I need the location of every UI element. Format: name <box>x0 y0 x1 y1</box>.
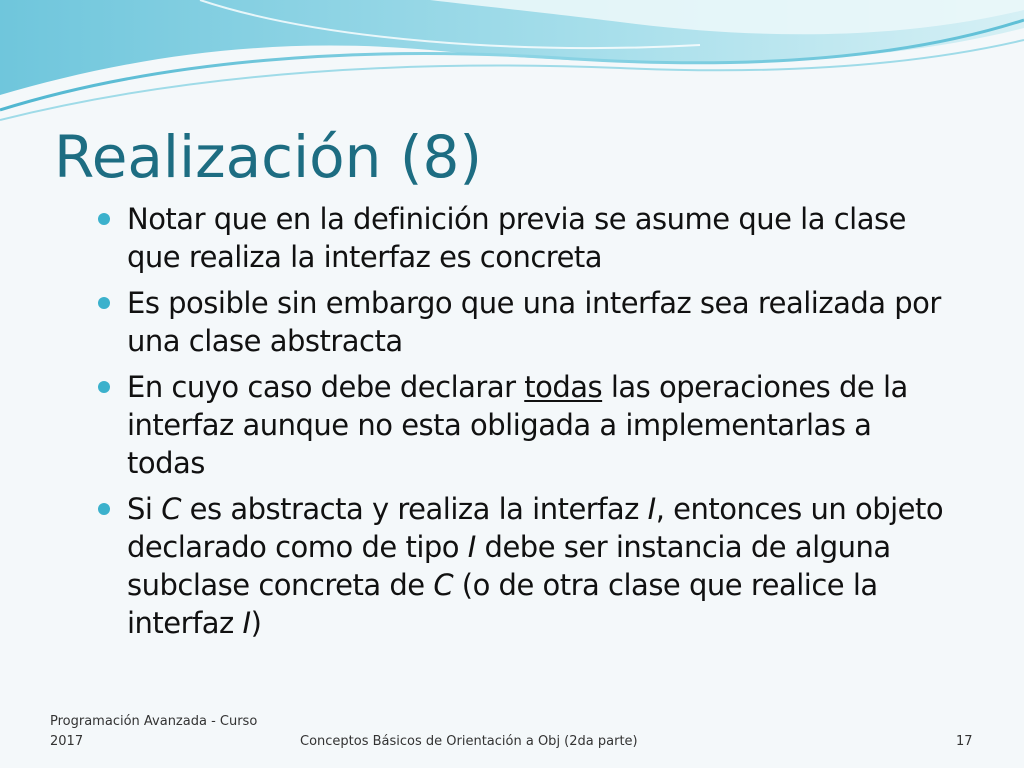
bullet-item <box>96 284 956 360</box>
bullet-text-part: , entonces un objeto declarado como de tipo <box>127 492 944 564</box>
slide-title: Realización (8) <box>54 123 482 191</box>
bullet-text-part: es abstracta y realiza la interfaz <box>180 492 648 526</box>
bullet-dot-icon <box>98 503 110 515</box>
bullet-list <box>96 200 956 650</box>
bullet-dot-icon <box>98 297 110 309</box>
bullet-text <box>127 370 908 480</box>
bullet-text-part: En cuyo caso debe declarar <box>127 370 525 404</box>
italic-symbol: I <box>647 492 656 526</box>
slide-number: 17 <box>956 734 973 749</box>
bullet-text-part: ) <box>250 606 262 640</box>
bullet-text <box>127 492 943 640</box>
footer-course: Programación Avanzada - Curso 2017 <box>50 714 258 749</box>
italic-symbol: I <box>467 530 476 564</box>
header-wave-decoration <box>0 0 1024 130</box>
italic-symbol: I <box>242 606 251 640</box>
bullet-text-part: Si <box>127 492 162 526</box>
bullet-text: Notar que en la definición previa se asume que la clase que realiza la interfaz es concreta <box>127 202 906 274</box>
bullet-text-part: las operaciones de la interfaz aunque no esta obligada a implementarlas a todas <box>127 370 908 480</box>
footer-topic: Conceptos Básicos de Orientación a Obj (2da parte) <box>300 734 638 749</box>
bullet-item <box>96 490 956 642</box>
underlined-word: todas <box>524 370 603 404</box>
bullet-dot-icon <box>98 381 110 393</box>
bullet-item <box>96 200 956 276</box>
italic-symbol: C <box>433 568 454 602</box>
italic-symbol: C <box>161 492 181 526</box>
bullet-text-part: debe ser instancia de alguna subclase concreta de <box>127 530 891 602</box>
bullet-item <box>96 368 956 482</box>
bullet-dot-icon <box>98 213 110 225</box>
bullet-text-part: (o de otra clase que realice la interfaz <box>127 568 878 640</box>
bullet-text: Es posible sin embargo que una interfaz sea realizada por una clase abstracta <box>127 286 941 358</box>
